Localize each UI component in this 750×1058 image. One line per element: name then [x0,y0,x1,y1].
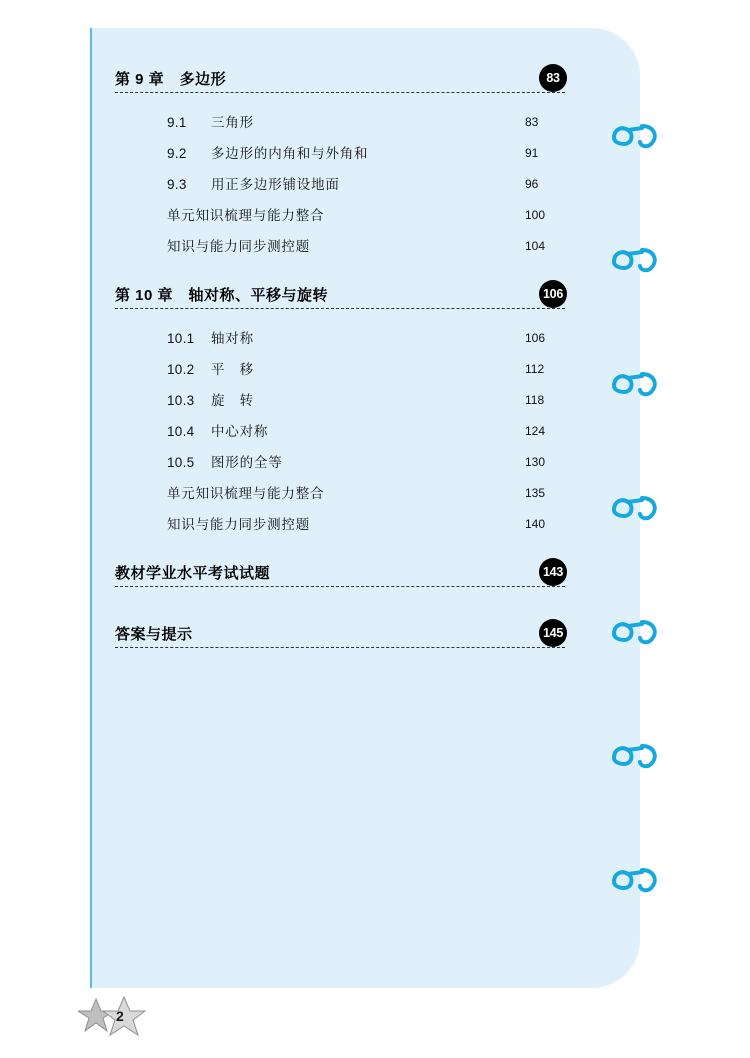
toc-entry[interactable] [115,478,565,509]
spacer [115,601,565,623]
toc-entry[interactable] [115,323,565,354]
chapter-page-badge: 106 [539,280,567,308]
chapter-title: 答案与提示 [115,626,193,643]
section-number: 9.3 [167,177,187,192]
section-page-number: 140 [525,517,546,531]
section-number: 10.5 [167,455,195,470]
section-list [115,107,565,262]
section-number: 10.3 [167,393,195,408]
section-title: 三角形 [211,115,254,130]
section-page-number: 91 [525,146,539,160]
page-spine-line [90,28,92,988]
toc-entry[interactable] [115,447,565,478]
section-page-number: 112 [525,362,545,376]
section-number: 9.1 [167,115,187,130]
toc-entry[interactable] [115,385,565,416]
section-page-number: 106 [525,331,546,345]
chapter-heading[interactable] [115,68,565,97]
chapter-dashed-rule [115,92,565,93]
section-page-number: 118 [525,393,545,407]
toc-entry[interactable] [115,169,565,200]
section-page-number: 83 [525,115,539,129]
spacer [115,662,565,684]
section-page-number: 130 [525,455,546,469]
section-title: 单元知识梳理与能力整合 [167,486,325,501]
chapter-heading[interactable] [115,562,565,591]
toc-entry[interactable] [115,416,565,447]
section-title: 中心对称 [211,424,269,439]
section-page-number: 100 [525,208,546,222]
section-title: 图形的全等 [211,455,283,470]
toc-entry[interactable] [115,509,565,540]
toc-entry[interactable] [115,107,565,138]
section-page-number: 104 [525,239,546,253]
chapter-page-badge: 145 [539,619,567,647]
section-title: 轴对称 [211,331,254,346]
chapter-dashed-rule [115,586,565,587]
chapter-dashed-rule [115,308,565,309]
page-number-badge [78,995,158,1043]
spacer [115,262,565,284]
section-page-number: 135 [525,486,546,500]
section-title: 知识与能力同步测控题 [167,239,310,254]
section-title: 单元知识梳理与能力整合 [167,208,325,223]
page-number: 2 [116,1008,124,1024]
toc-entry[interactable] [115,138,565,169]
spacer [115,540,565,562]
section-number: 10.1 [167,331,195,346]
chapter-heading[interactable] [115,284,565,313]
toc-entry[interactable] [115,231,565,262]
chapter-page-badge: 83 [539,64,567,92]
chapter-heading[interactable] [115,623,565,652]
toc-entry[interactable] [115,354,565,385]
section-title: 旋 转 [211,393,254,408]
section-title: 知识与能力同步测控题 [167,517,310,532]
chapter-title: 第 9 章 多边形 [115,71,227,88]
section-number: 10.4 [167,424,195,439]
table-of-contents [115,68,565,684]
toc-entry[interactable] [115,200,565,231]
section-title: 用正多边形铺设地面 [211,177,340,192]
section-number: 9.2 [167,146,187,161]
section-title: 平 移 [211,362,254,377]
section-list [115,323,565,540]
section-page-number: 124 [525,424,546,438]
chapter-page-badge: 143 [539,558,567,586]
section-page-number: 96 [525,177,539,191]
section-number: 10.2 [167,362,195,377]
chapter-title: 教材学业水平考试试题 [115,565,271,582]
chapter-title: 第 10 章 轴对称、平移与旋转 [115,287,329,304]
section-title: 多边形的内角和与外角和 [211,146,369,161]
chapter-dashed-rule [115,647,565,648]
